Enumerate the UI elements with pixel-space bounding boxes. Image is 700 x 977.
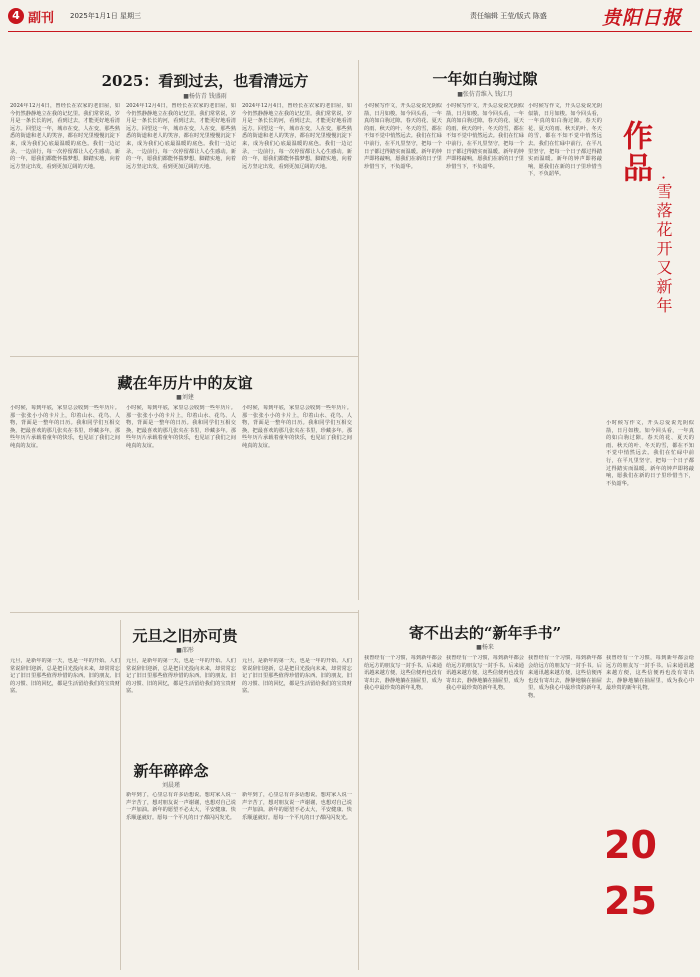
- article-title: 一年如白驹过隙: [432, 70, 538, 88]
- article-title: 新年碎碎念: [133, 762, 209, 780]
- sidebar-note: 小时候写作文，开头总爱说光阴似箭，日月如梭。如今回头看，一年真的如白驹过隙。春天的花、夏天的雨、秋天的叶、冬天的雪，都在不知不觉中悄然远去。我们在忙碌中前行，在平凡里坚守，把每一个日子都过得踏实而温暖。新年的钟声即将敲响，愿我们在新的日子里珍惜当下，不负韶华。: [606, 420, 694, 487]
- article-title: 寄不出去的“新年手书”: [408, 624, 562, 642]
- article-body: 小时候，每到年底，家里总会收到一些年历片。那一张张小小的卡片上，印着山水、花鸟、人物，背面是一整年的日历。我和同学们互相交换，把最喜欢的那几张夹在书里，珍藏多年。那些年历片承载着童年的快乐，也见证了我们之间纯真的友谊。: [126, 405, 236, 449]
- article-body: 元旦，是新年的第一天，也是一年的开始。人们常说辞旧迎新，总是把目光投向未来，却常常忘记了旧日里那些值得珍惜的东西。旧的朋友、旧的习惯、旧的回忆，都是生活留给我们的宝贵财富。: [10, 658, 120, 695]
- article-body: 2024年12月4日，曾经长在农家的老旧屋，如今仍然静静地立在我的记忆里。我们常常说，岁月是一条长长的河，看到过去，才能更好地看清远方。回望这一年，城市在变，人在变，那些熟悉的街道和老人的笑容，都在时光里慢慢沉淀下来，成为我们心底最温暖的底色。我们一边记录，一边前行，每一次停留都让人心生感动。新的一年，愿我们都能怀揣梦想，脚踏实地，向着远方坚定出发，看到更加辽阔的天地。: [242, 103, 352, 170]
- article-body: 我曾经有一个习惯，每到新年都会给远方的朋友写一封手书。后来通讯越来越方便，这些信便再也没有寄出去，静静地躺在抽屉里，成为我心中最珍贵的新年礼物。: [364, 655, 442, 692]
- article-body: 我曾经有一个习惯，每到新年都会给远方的朋友写一封手书。后来通讯越来越方便，这些信便再也没有寄出去，静静地躺在抽屉里，成为我心中最珍贵的新年礼物。: [606, 655, 694, 692]
- article-title: 元旦之旧亦可贵: [132, 627, 238, 645]
- article-byline: ■杨来: [476, 644, 494, 651]
- article-body: 2024年12月4日，曾经长在农家的老旧屋，如今仍然静静地立在我的记忆里。我们常常说，岁月是一条长长的河，看到过去，才能更好地看清远方。回望这一年，城市在变，人在变，那些熟悉的街道和老人的笑容，都在时光里慢慢沉淀下来，成为我们心底最温暖的底色。我们一边记录，一边前行，每一次停留都让人心生感动。新的一年，愿我们都能怀揣梦想，脚踏实地，向着远方坚定出发，看到更加辽阔的天地。: [126, 103, 236, 170]
- column-divider: [358, 60, 359, 600]
- article-title: 2025：看到过去，也看清远方: [101, 72, 309, 90]
- section-name: 副刊: [28, 11, 55, 26]
- year-digits-top: 20: [604, 823, 657, 867]
- header-rule: [8, 31, 692, 32]
- section-divider: [10, 612, 358, 613]
- column-divider: [120, 620, 121, 970]
- article-body: 新年到了，心里总有许多话想说。想对家人说一声辛苦了，想对朋友说一声谢谢，也想对自己说一声加油。新年的愿望不必太大，平安健康、快乐顺遂就好。愿每一个平凡的日子都闪闪发光。: [242, 792, 352, 821]
- column-divider: [358, 610, 359, 970]
- editors-line: 责任编辑 王莹/版式 陈盛: [470, 12, 547, 20]
- issue-date: 2025年1月1日 星期三: [70, 12, 141, 20]
- article-title: 藏在年历片中的友谊: [117, 374, 253, 392]
- article-byline: ■张仿青维入 钱江月: [457, 91, 513, 98]
- year-digits-bottom: 25: [604, 879, 657, 923]
- article-byline: ■刘建: [176, 394, 194, 401]
- article-body: 小时候写作文，开头总爱说光阴似箭，日月如梭。如今回头看，一年真的如白驹过隙。春天的花、夏天的雨、秋天的叶、冬天的雪，都在不知不觉中悄然远去。我们在忙碌中前行，在平凡里坚守，把每一个日子都过得踏实而温暖。新年的钟声即将敲响，愿我们在新的日子里珍惜当下，不负韶华。: [446, 103, 524, 170]
- article-body: 小时候写作文，开头总爱说光阴似箭，日月如梭。如今回头看，一年真的如白驹过隙。春天的花、夏天的雨、秋天的叶、冬天的雪，都在不知不觉中悄然远去。我们在忙碌中前行，在平凡里坚守，把每一个日子都过得踏实而温暖。新年的钟声即将敲响，愿我们在新的日子里珍惜当下，不负韶华。: [364, 103, 442, 170]
- article-body: 元旦，是新年的第一天，也是一年的开始。人们常说辞旧迎新，总是把目光投向未来，却常常忘记了旧日里那些值得珍惜的东西。旧的朋友、旧的习惯、旧的回忆，都是生活留给我们的宝贵财富。: [126, 658, 236, 695]
- article-byline: 刘晨瑾: [161, 782, 180, 789]
- article-body: 我曾经有一个习惯，每到新年都会给远方的朋友写一封手书。后来通讯越来越方便，这些信便再也没有寄出去，静静地躺在抽屉里，成为我心中最珍贵的新年礼物。: [528, 655, 602, 699]
- article-body: 小时候，每到年底，家里总会收到一些年历片。那一张张小小的卡片上，印着山水、花鸟、人物，背面是一整年的日历。我和同学们互相交换，把最喜欢的那几张夹在书里，珍藏多年。那些年历片承载着童年的快乐，也见证了我们之间纯真的友谊。: [10, 405, 120, 449]
- article-body: 2024年12月4日，曾经长在农家的老旧屋，如今仍然静静地立在我的记忆里。我们常常说，岁月是一条长长的河，看到过去，才能更好地看清远方。回望这一年，城市在变，人在变，那些熟悉的街道和老人的笑容，都在时光里慢慢沉淀下来，成为我们心底最温暖的底色。我们一边记录，一边前行，每一次停留都让人心生感动。新的一年，愿我们都能怀揣梦想，脚踏实地，向着远方坚定出发，看到更加辽阔的天地。: [10, 103, 120, 170]
- newspaper-masthead: 贵阳日报: [602, 7, 683, 29]
- works-banner-title: 作品: [617, 120, 652, 184]
- article-byline: ■邵彤: [176, 647, 194, 654]
- article-body: 元旦，是新年的第一天，也是一年的开始。人们常说辞旧迎新，总是把目光投向未来，却常常忘记了旧日里那些值得珍惜的东西。旧的朋友、旧的习惯、旧的回忆，都是生活留给我们的宝贵财富。: [242, 658, 352, 695]
- works-banner-subtitle: ·雪落花开又新年: [654, 175, 673, 317]
- article-body: 新年到了，心里总有许多话想说。想对家人说一声辛苦了，想对朋友说一声谢谢，也想对自己说一声加油。新年的愿望不必太大，平安健康、快乐顺遂就好。愿每一个平凡的日子都闪闪发光。: [126, 792, 236, 821]
- article-body: 小时候写作文，开头总爱说光阴似箭，日月如梭。如今回头看，一年真的如白驹过隙。春天的花、夏天的雨、秋天的叶、冬天的雪，都在不知不觉中悄然远去。我们在忙碌中前行，在平凡里坚守，把每一个日子都过得踏实而温暖。新年的钟声即将敲响，愿我们在新的日子里珍惜当下，不负韶华。: [528, 103, 602, 178]
- article-body: 我曾经有一个习惯，每到新年都会给远方的朋友写一封手书。后来通讯越来越方便，这些信便再也没有寄出去，静静地躺在抽屉里，成为我心中最珍贵的新年礼物。: [446, 655, 524, 692]
- article-body: 小时候，每到年底，家里总会收到一些年历片。那一张张小小的卡片上，印着山水、花鸟、人物，背面是一整年的日历。我和同学们互相交换，把最喜欢的那几张夹在书里，珍藏多年。那些年历片承载着童年的快乐，也见证了我们之间纯真的友谊。: [242, 405, 352, 449]
- article-byline: ■杨仿青 钱盛雨: [183, 93, 227, 100]
- page-header: [0, 0, 700, 34]
- section-divider: [10, 356, 358, 357]
- year-2025-decoration: [596, 823, 692, 966]
- page-number: 4: [8, 8, 24, 24]
